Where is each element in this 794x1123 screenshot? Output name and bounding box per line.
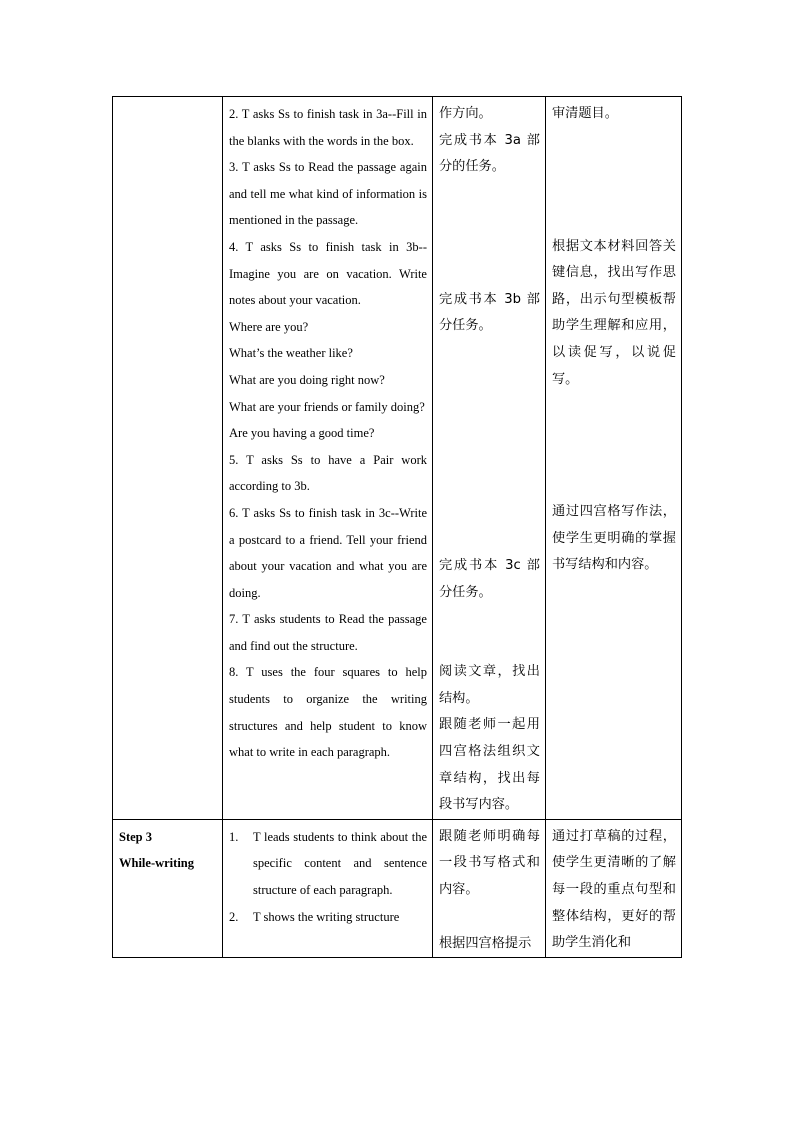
student-activity: 跟随老师一起用四宫格法组织文章结构，找出每段书写内容。 [439, 717, 540, 813]
item-text: T shows the writing structure [253, 909, 400, 924]
activity-item: 3. T asks Ss to Read the passage again and tell me what kind of information is mentioned in the passage. [229, 160, 427, 228]
purpose-text: 审清题目。 [552, 106, 618, 121]
purpose-cell [546, 97, 682, 820]
purpose-text: 通过打草稿的过程，使学生更清晰的了解每一段的重点句型和整体结构，更好的帮助学生消化和 [552, 828, 676, 951]
purpose-text: 通过四宫格写作法，使学生更明确的掌握书写结构和内容。 [552, 504, 676, 573]
student-activity-cell [433, 97, 546, 820]
activity-item: 6. T asks Ss to finish task in 3c--Write a postcard to a friend. Tell your friend about your vacation and what you are doing. [229, 505, 427, 600]
step-number: Step 3 [119, 829, 152, 844]
student-activity: 跟随老师明确每一段书写格式和内容。 [439, 828, 540, 897]
purpose-cell [546, 819, 682, 957]
activity-question: What are your friends or family doing? [229, 399, 425, 414]
table-row [113, 819, 682, 957]
activity-item: 2. T asks Ss to finish task in 3a--Fill in the blanks with the words in the box. [229, 107, 427, 148]
student-activity: 完成书本 3a 部分的任务。 [439, 132, 540, 175]
student-activity-cell [433, 819, 546, 957]
item-number: 2. [229, 909, 239, 924]
purpose-text: 根据文本材料回答关键信息，找出写作思路，出示句型模板帮助学生理解和应用，以读促写，以说促写。 [552, 238, 676, 387]
activity-question: What’s the weather like? [229, 346, 353, 361]
activity-question: Are you having a good time? [229, 426, 375, 441]
step-stage: While-writing [119, 856, 194, 871]
student-activity: 完成书本 3c 部分任务。 [439, 557, 540, 600]
teacher-activity-cell [223, 819, 433, 957]
step-cell [113, 97, 223, 820]
activity-item [229, 824, 427, 904]
student-activity: 完成书本 3b 部分任务。 [439, 291, 540, 334]
student-activity: 阅读文章，找出结构。 [439, 664, 540, 706]
activity-item: 8. T uses the four squares to help students to organize the writing structures and help student to know what to write in each paragraph. [229, 665, 427, 760]
activity-item [229, 904, 427, 931]
table-row [113, 97, 682, 820]
item-text: T leads students to think about the specific content and sentence structure of each paragraph. [253, 829, 427, 897]
step-cell [113, 819, 223, 957]
activity-item: 7. T asks students to Read the passage and find out the structure. [229, 612, 427, 653]
activity-question: Where are you? [229, 319, 309, 334]
activity-item: 5. T asks Ss to have a Pair work according to 3b. [229, 452, 427, 494]
activity-question: What are you doing right now? [229, 372, 385, 387]
student-activity: 作方向。 [439, 106, 492, 121]
item-number: 1. [229, 829, 239, 844]
activity-item: 4. T asks Ss to finish task in 3b--Imagine you are on vacation. Write notes about your vacation. [229, 239, 427, 308]
student-activity: 根据四宫格提示 [439, 935, 532, 951]
lesson-plan-table [112, 96, 682, 958]
teacher-activity-cell [223, 97, 433, 820]
